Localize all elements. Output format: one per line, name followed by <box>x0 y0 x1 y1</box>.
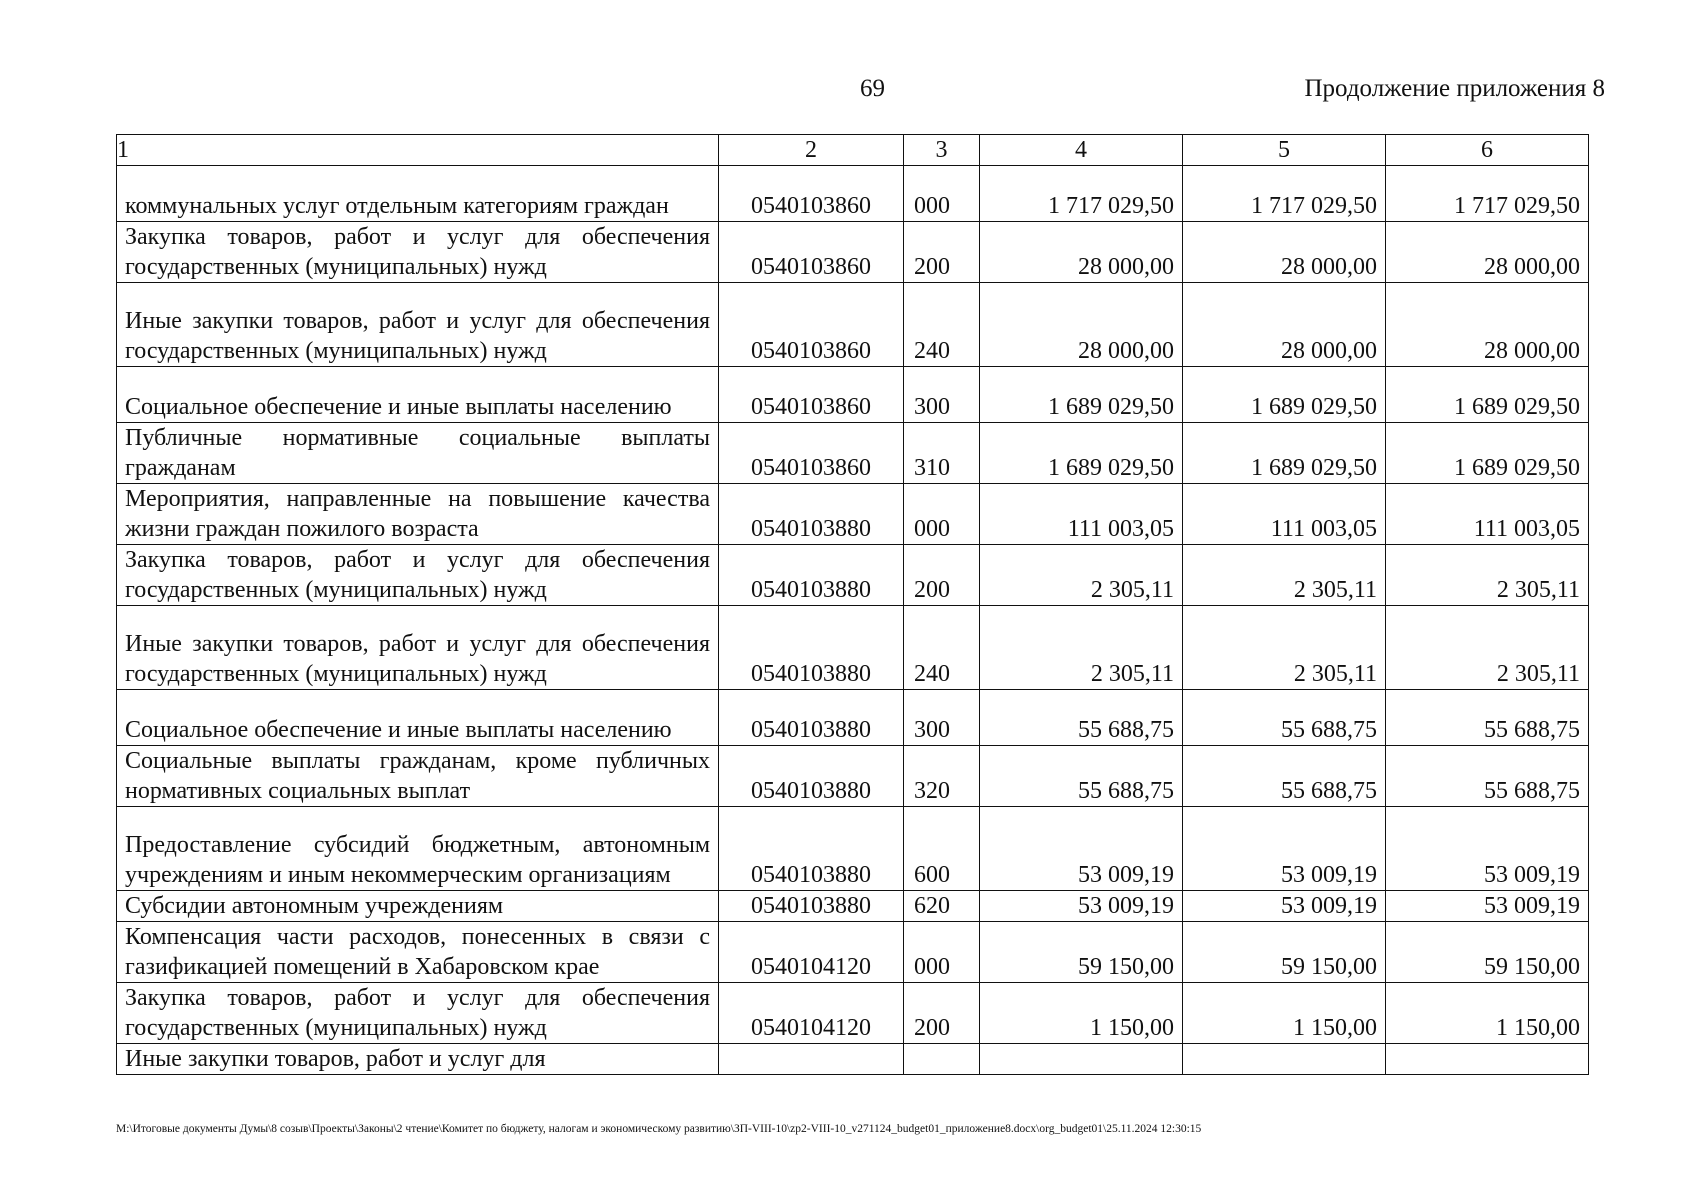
budget-table <box>116 134 1589 1075</box>
row-type-cell: 000 <box>904 166 980 222</box>
row-code-cell <box>719 1044 904 1075</box>
row-value-col4-cell: 28 000,00 <box>980 222 1183 283</box>
row-name-cell: Предоставление субсидий бюджетным, автономным учреждениям и иным некоммерческим организациям <box>117 807 719 891</box>
table-row <box>117 746 1589 807</box>
table-header-row <box>117 135 1589 166</box>
table-row <box>117 690 1589 746</box>
row-value-col5-cell: 111 003,05 <box>1183 484 1386 545</box>
table-row <box>117 1044 1589 1075</box>
row-type-cell: 300 <box>904 367 980 423</box>
row-value-col5-cell: 1 689 029,50 <box>1183 423 1386 484</box>
row-name-cell: Мероприятия, направленные на повышение качества жизни граждан пожилого возраста <box>117 484 719 545</box>
row-value-col5-cell: 2 305,11 <box>1183 545 1386 606</box>
row-value-col5-cell: 1 689 029,50 <box>1183 367 1386 423</box>
row-value-col4-cell: 28 000,00 <box>980 283 1183 367</box>
row-value-col5-cell: 53 009,19 <box>1183 891 1386 922</box>
row-code-cell: 0540103880 <box>719 545 904 606</box>
row-value-col6-cell: 1 689 029,50 <box>1386 367 1589 423</box>
row-code-cell: 0540103860 <box>719 423 904 484</box>
row-code-cell: 0540103860 <box>719 283 904 367</box>
row-value-col4-cell: 1 150,00 <box>980 983 1183 1044</box>
row-code-cell: 0540103860 <box>719 222 904 283</box>
row-value-col6-cell: 1 150,00 <box>1386 983 1589 1044</box>
table-row <box>117 807 1589 891</box>
page-caption: Продолжение приложения 8 <box>1304 75 1605 102</box>
row-type-cell: 240 <box>904 606 980 690</box>
row-name-cell: Закупка товаров, работ и услуг для обеспечения государственных (муниципальных) нужд <box>117 222 719 283</box>
row-value-col6-cell: 28 000,00 <box>1386 222 1589 283</box>
row-value-col6-cell: 111 003,05 <box>1386 484 1589 545</box>
table-row <box>117 166 1589 222</box>
row-value-col4-cell: 1 689 029,50 <box>980 367 1183 423</box>
row-type-cell: 000 <box>904 922 980 983</box>
column-header-3: 3 <box>904 135 980 166</box>
row-name-cell: Закупка товаров, работ и услуг для обеспечения государственных (муниципальных) нужд <box>117 983 719 1044</box>
row-name-cell: Социальные выплаты гражданам, кроме публичных нормативных социальных выплат <box>117 746 719 807</box>
column-header-1: 1 <box>117 135 719 166</box>
row-code-cell: 0540103860 <box>719 166 904 222</box>
row-value-col6-cell <box>1386 1044 1589 1075</box>
row-code-cell: 0540103880 <box>719 484 904 545</box>
row-name-cell: Публичные нормативные социальные выплаты гражданам <box>117 423 719 484</box>
row-name-cell: Закупка товаров, работ и услуг для обеспечения государственных (муниципальных) нужд <box>117 545 719 606</box>
footer-file-path: M:\Итоговые документы Думы\8 созыв\Проекты\Законы\2 чтение\Комитет по бюджету, налогам и экономическому развитию\ЗП-VIII-10\zp2-VIII-10_v271124_budget01_приложение8.docx\org_budget01\25.11.2024 12:30:15 <box>116 1123 1202 1135</box>
row-value-col4-cell: 1 689 029,50 <box>980 423 1183 484</box>
row-value-col6-cell: 28 000,00 <box>1386 283 1589 367</box>
table-row <box>117 222 1589 283</box>
table-row <box>117 484 1589 545</box>
row-name-cell: Иные закупки товаров, работ и услуг для <box>117 1044 719 1075</box>
row-value-col5-cell: 55 688,75 <box>1183 690 1386 746</box>
row-code-cell: 0540103880 <box>719 606 904 690</box>
row-value-col6-cell: 1 689 029,50 <box>1386 423 1589 484</box>
row-name-cell: Компенсация части расходов, понесенных в связи с газификацией помещений в Хабаровском крае <box>117 922 719 983</box>
row-name-cell: Социальное обеспечение и иные выплаты населению <box>117 367 719 423</box>
row-value-col5-cell: 2 305,11 <box>1183 606 1386 690</box>
table-row <box>117 367 1589 423</box>
row-code-cell: 0540103880 <box>719 690 904 746</box>
column-header-4: 4 <box>980 135 1183 166</box>
row-value-col4-cell: 59 150,00 <box>980 922 1183 983</box>
row-type-cell: 000 <box>904 484 980 545</box>
row-code-cell: 0540103860 <box>719 367 904 423</box>
row-value-col5-cell: 55 688,75 <box>1183 746 1386 807</box>
table-row <box>117 545 1589 606</box>
row-name-cell: Социальное обеспечение и иные выплаты населению <box>117 690 719 746</box>
row-value-col5-cell: 1 150,00 <box>1183 983 1386 1044</box>
row-name-cell: Субсидии автономным учреждениям <box>117 891 719 922</box>
row-type-cell <box>904 1044 980 1075</box>
row-value-col5-cell: 28 000,00 <box>1183 222 1386 283</box>
row-value-col6-cell: 55 688,75 <box>1386 746 1589 807</box>
row-value-col6-cell: 2 305,11 <box>1386 545 1589 606</box>
row-value-col4-cell: 55 688,75 <box>980 746 1183 807</box>
row-value-col5-cell <box>1183 1044 1386 1075</box>
row-value-col6-cell: 2 305,11 <box>1386 606 1589 690</box>
row-value-col4-cell: 53 009,19 <box>980 807 1183 891</box>
row-value-col4-cell: 53 009,19 <box>980 891 1183 922</box>
row-value-col6-cell: 53 009,19 <box>1386 807 1589 891</box>
row-value-col5-cell: 53 009,19 <box>1183 807 1386 891</box>
row-value-col5-cell: 28 000,00 <box>1183 283 1386 367</box>
table-row <box>117 983 1589 1044</box>
column-header-5: 5 <box>1183 135 1386 166</box>
row-value-col6-cell: 59 150,00 <box>1386 922 1589 983</box>
row-type-cell: 310 <box>904 423 980 484</box>
table-row <box>117 283 1589 367</box>
row-value-col5-cell: 59 150,00 <box>1183 922 1386 983</box>
table-row <box>117 922 1589 983</box>
row-name-cell: коммунальных услуг отдельным категориям граждан <box>117 166 719 222</box>
row-type-cell: 240 <box>904 283 980 367</box>
table-row <box>117 891 1589 922</box>
row-type-cell: 320 <box>904 746 980 807</box>
row-value-col4-cell: 2 305,11 <box>980 545 1183 606</box>
page-number: 69 <box>860 75 885 102</box>
row-value-col4-cell: 1 717 029,50 <box>980 166 1183 222</box>
row-value-col4-cell: 111 003,05 <box>980 484 1183 545</box>
row-value-col6-cell: 1 717 029,50 <box>1386 166 1589 222</box>
row-code-cell: 0540103880 <box>719 746 904 807</box>
row-code-cell: 0540103880 <box>719 891 904 922</box>
row-code-cell: 0540103880 <box>719 807 904 891</box>
row-value-col6-cell: 53 009,19 <box>1386 891 1589 922</box>
row-type-cell: 200 <box>904 222 980 283</box>
row-name-cell: Иные закупки товаров, работ и услуг для обеспечения государственных (муниципальных) нужд <box>117 606 719 690</box>
column-header-6: 6 <box>1386 135 1589 166</box>
row-value-col4-cell: 2 305,11 <box>980 606 1183 690</box>
row-type-cell: 600 <box>904 807 980 891</box>
table-row <box>117 423 1589 484</box>
row-code-cell: 0540104120 <box>719 983 904 1044</box>
row-value-col4-cell <box>980 1044 1183 1075</box>
row-name-cell: Иные закупки товаров, работ и услуг для обеспечения государственных (муниципальных) нужд <box>117 283 719 367</box>
table-row <box>117 606 1589 690</box>
column-header-2: 2 <box>719 135 904 166</box>
row-value-col6-cell: 55 688,75 <box>1386 690 1589 746</box>
row-type-cell: 620 <box>904 891 980 922</box>
row-type-cell: 300 <box>904 690 980 746</box>
row-code-cell: 0540104120 <box>719 922 904 983</box>
row-value-col5-cell: 1 717 029,50 <box>1183 166 1386 222</box>
row-type-cell: 200 <box>904 983 980 1044</box>
row-value-col4-cell: 55 688,75 <box>980 690 1183 746</box>
row-type-cell: 200 <box>904 545 980 606</box>
